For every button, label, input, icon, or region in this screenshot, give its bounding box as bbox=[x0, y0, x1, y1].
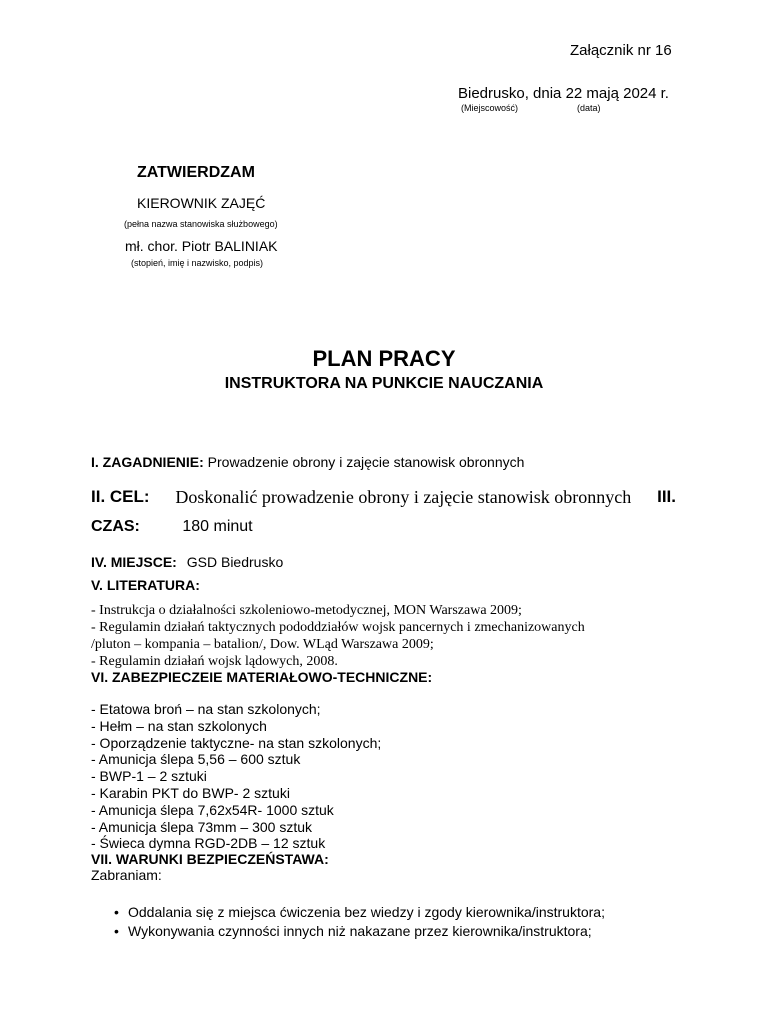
safety-heading: VII. WARUNKI BEZPIECZEŃSTAWA: bbox=[91, 851, 329, 867]
place-label: IV. MIEJSCE: bbox=[91, 554, 177, 570]
document-subtitle: INSTRUKTORA NA PUNKCIE NAUCZANIA bbox=[224, 375, 544, 392]
materials-heading: VI. ZABEZPIECZEIE MATERIAŁOWO-TECHNICZNE: bbox=[91, 669, 433, 685]
list-item bbox=[114, 903, 605, 922]
list-item: - Amunicja ślepa 5,56 – 600 sztuk bbox=[91, 751, 301, 768]
section-topic bbox=[91, 454, 524, 470]
bullet-icon: • bbox=[114, 923, 119, 939]
goal-label: II. CEL: bbox=[91, 487, 150, 506]
list-item: - Hełm – na stan szkolonych bbox=[91, 717, 267, 734]
date-caption: (data) bbox=[577, 103, 601, 113]
section-goal bbox=[91, 487, 676, 508]
topic-value: Prowadzenie obrony i zajęcie stanowisk obronnych bbox=[207, 454, 525, 470]
list-item: - BWP-1 – 2 sztuki bbox=[91, 768, 207, 785]
list-item: - Regulamin działań wojsk lądowych, 2008. bbox=[91, 654, 338, 669]
list-item: - Amunicja ślepa 73mm – 300 sztuk bbox=[91, 818, 312, 835]
approval-heading: ZATWIERDZAM bbox=[137, 164, 255, 181]
bullet-icon: • bbox=[114, 904, 119, 920]
forbid-intro: Zabraniam: bbox=[91, 867, 162, 883]
topic-label: I. ZAGADNIENIE: bbox=[91, 454, 204, 470]
list-item: - Oporządzenie taktyczne- na stan szkolonych; bbox=[91, 734, 382, 751]
place-value: GSD Biedrusko bbox=[186, 554, 284, 570]
goal-value: Doskonalić prowadzenie obrony i zajęcie stanowisk obronnych bbox=[175, 487, 632, 507]
time-label-number: III. bbox=[657, 487, 676, 506]
literature-heading: V. LITERATURA: bbox=[91, 577, 200, 593]
approver-role: KIEROWNIK ZAJĘĆ bbox=[137, 195, 266, 211]
section-place bbox=[91, 554, 283, 570]
approver-name-caption: (stopień, imię i nazwisko, podpis) bbox=[131, 258, 264, 268]
list-item: - Świeca dymna RGD-2DB – 12 sztuk bbox=[91, 835, 326, 852]
materials-list bbox=[91, 701, 381, 852]
document-title: PLAN PRACY bbox=[312, 346, 456, 371]
forbid-list bbox=[114, 903, 605, 941]
place-caption: (Miejscowość) bbox=[461, 103, 519, 113]
list-item: - Karabin PKT do BWP- 2 sztuki bbox=[91, 784, 290, 801]
list-item bbox=[114, 922, 605, 941]
list-item-text: Wykonywania czynności innych niż nakazane przez kierownika/instruktora; bbox=[128, 923, 592, 939]
approver-role-caption: (pełna nazwa stanowiska służbowego) bbox=[124, 219, 278, 229]
literature-list bbox=[91, 602, 585, 670]
place-and-date: Biedrusko, dnia 22 mają 2024 r. bbox=[458, 85, 669, 102]
list-item: - Etatowa broń – na stan szkolonych; bbox=[91, 701, 321, 717]
list-item: - Instrukcja o działalności szkoleniowo-metodycznej, MON Warszawa 2009; bbox=[91, 603, 522, 618]
list-item-text: Oddalania się z miejsca ćwiczenia bez wiedzy i zgody kierownika/instruktora; bbox=[128, 904, 605, 920]
section-time bbox=[91, 518, 253, 536]
time-value: 180 minut bbox=[182, 518, 253, 535]
time-label: CZAS: bbox=[91, 518, 140, 535]
annex-number: Załącznik nr 16 bbox=[570, 42, 672, 59]
list-item: - Amunicja ślepa 7,62x54R- 1000 sztuk bbox=[91, 801, 334, 818]
list-item: - Regulamin działań taktycznych pododdziałów wojsk pancernych i zmechanizowanych bbox=[91, 620, 585, 635]
approver-name: mł. chor. Piotr BALINIAK bbox=[125, 238, 278, 254]
list-item: /pluton – kompania – batalion/, Dow. WLąd Warszawa 2009; bbox=[91, 637, 434, 652]
